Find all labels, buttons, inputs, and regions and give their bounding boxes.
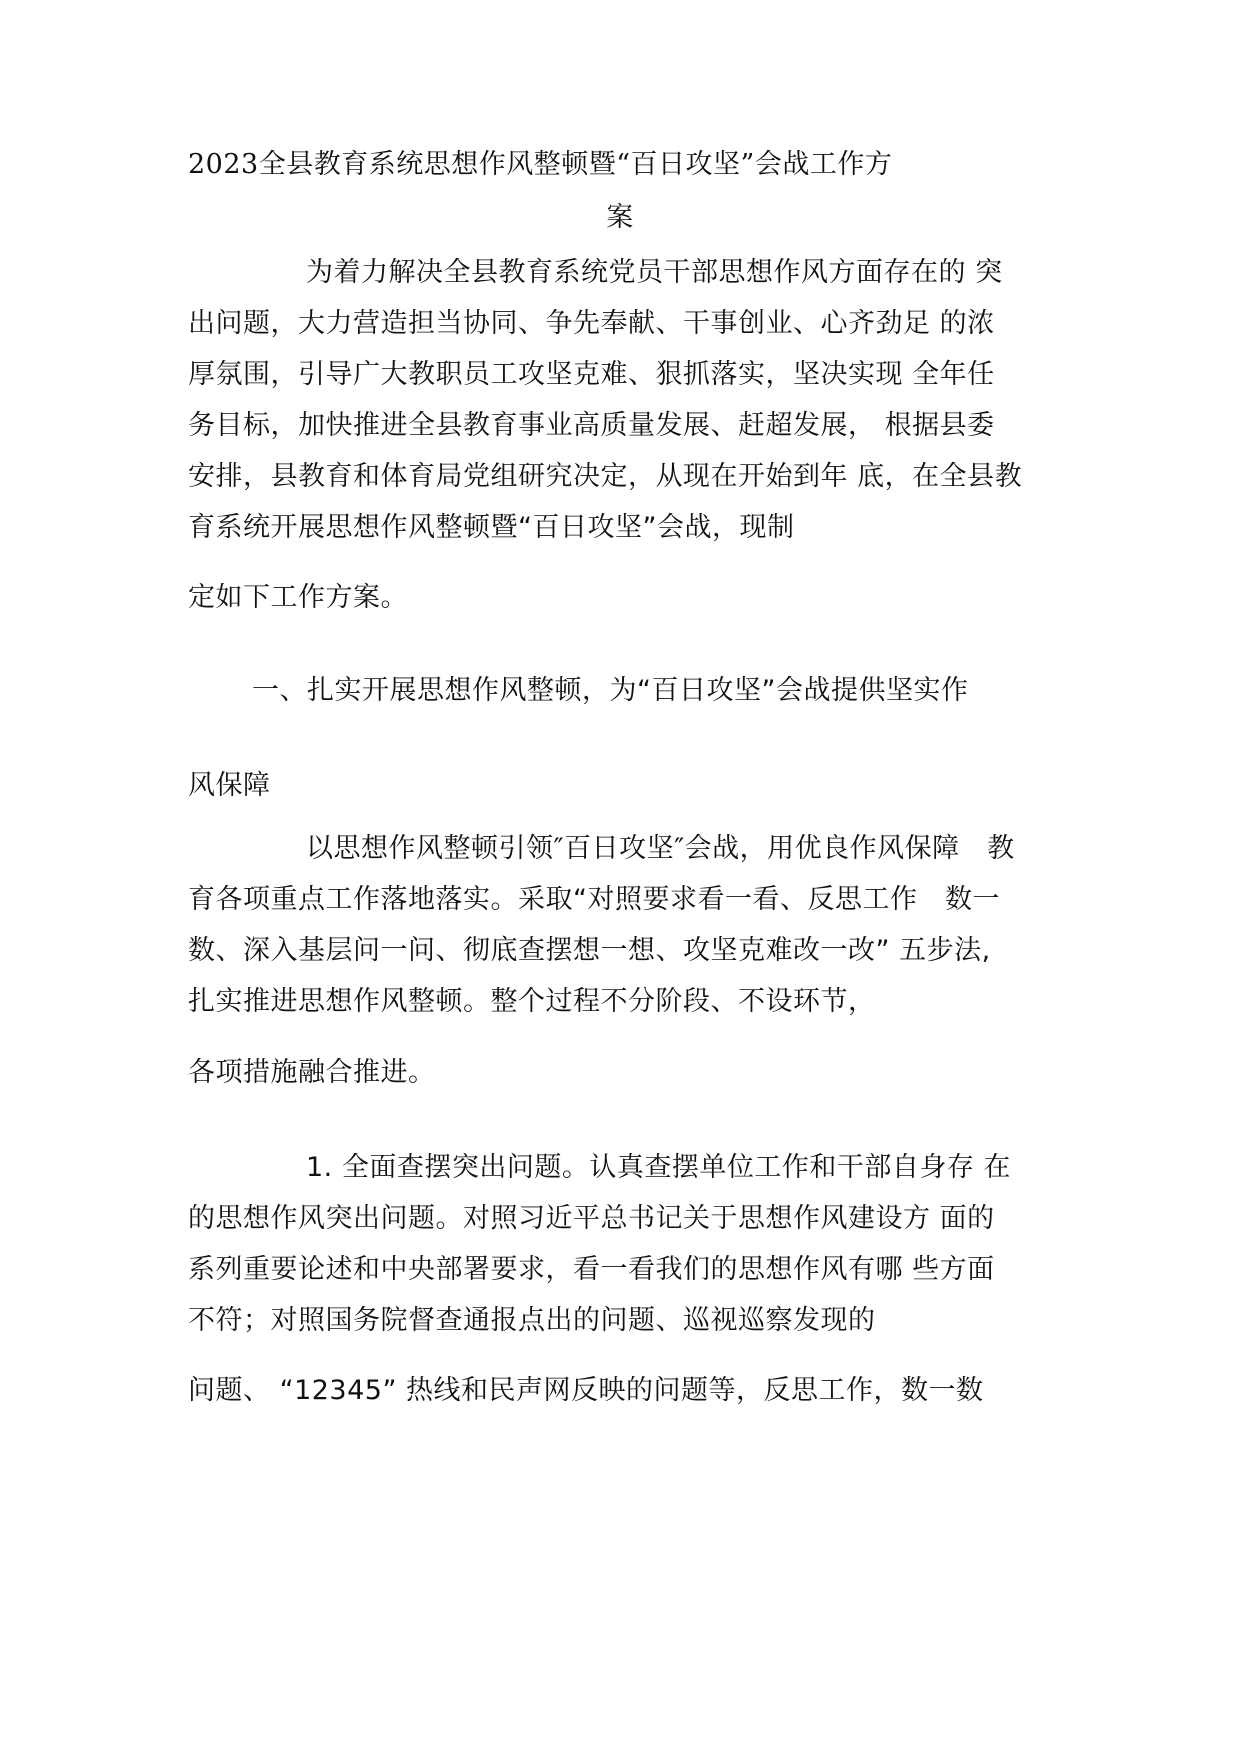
item-1-line-4: 不符；对照国务院督查通报点出的问题、巡视巡察发现的: [188, 1305, 876, 1336]
section-1-body-line-2: 育各项重点工作落地落实。采取“对照要求看一看、反思工作 数一: [188, 884, 1000, 915]
intro-line-5: 安排，县教育和体育局党组研究决定，从现在开始到年 底，在全县教: [188, 461, 1023, 492]
intro-line-3: 厚氛围，引导广大教职员工攻坚克难、狠抓落实，坚决实现 全年任: [188, 359, 995, 390]
section-1-heading-line-1: 一、扎实开展思想作风整顿，为“百日攻坚”会战提供坚实作: [252, 675, 969, 706]
intro-line-7: 定如下工作方案。: [188, 582, 408, 613]
section-1-body-line-5: 各项措施融合推进。: [188, 1057, 436, 1088]
intro-line-6: 育系统开展思想作风整顿暨“百日攻坚”会战，现制: [188, 512, 795, 543]
item-1-line-1: 1. 全面查摆突出问题。认真查摆单位工作和干部自身存 在: [306, 1152, 1011, 1183]
item-1-line-2: 的思想作风突出问题。对照习近平总书记关于思想作风建设方 面的: [188, 1203, 995, 1234]
section-1-body-line-4: 扎实推进思想作风整顿。整个过程不分阶段、不设环节，: [188, 986, 876, 1017]
section-1-heading-line-2: 风保障: [188, 770, 271, 801]
item-1-line-5: 问题、 “12345” 热线和民声网反映的问题等，反思工作，数一数: [188, 1375, 984, 1406]
intro-line-4: 务目标，加快推进全县教育事业高质量发展、赶超发展， 根据县委: [188, 410, 995, 441]
document-title-line-2: 案: [606, 202, 634, 233]
item-1-line-3: 系列重要论述和中央部署要求，看一看我们的思想作风有哪 些方面: [188, 1254, 995, 1285]
document-title-line-1: 2023全县教育系统思想作风整顿暨“百日攻坚”会战工作方: [188, 149, 893, 180]
section-1-body-line-1: 以思想作风整顿引领″百日攻坚″会战，用优良作风保障 教: [306, 833, 1015, 864]
intro-line-2: 出问题，大力营造担当协同、争先奉献、干事创业、心齐劲足 的浓: [188, 308, 995, 339]
intro-line-1: 为着力解决全县教育系统党员干部思想作风方面存在的 突: [306, 257, 1003, 288]
section-1-body-line-3: 数、深入基层问一问、彻底查摆想一想、攻坚克难改一改” 五步法,: [188, 935, 991, 966]
